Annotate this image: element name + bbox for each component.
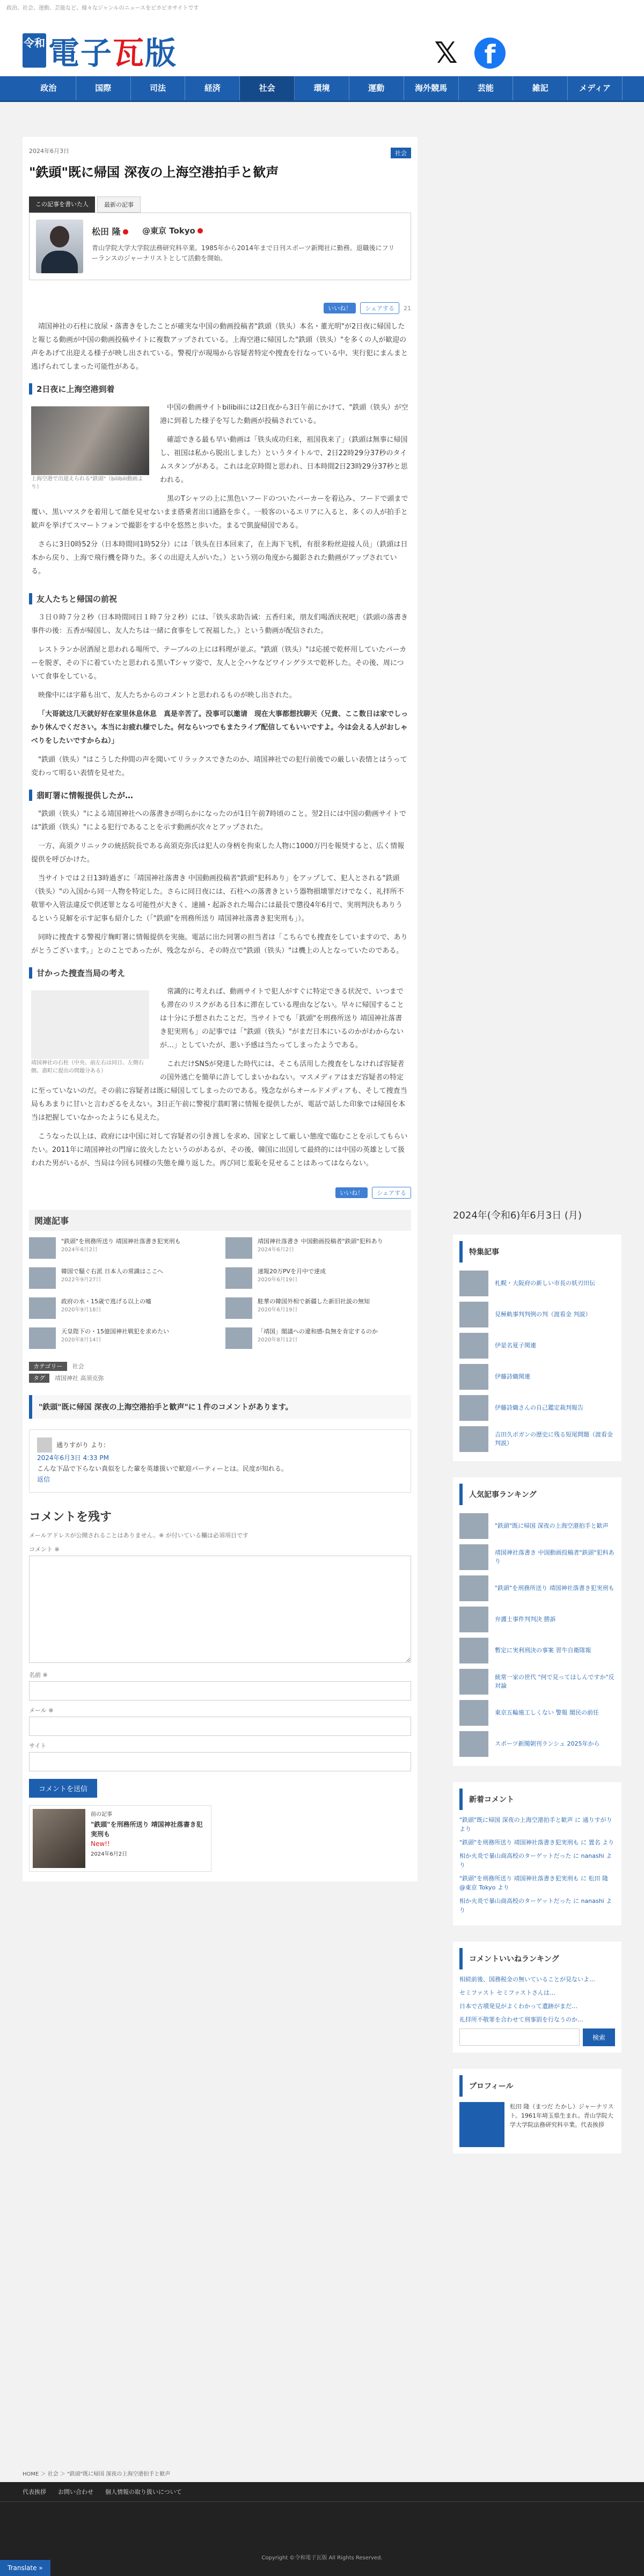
paragraph: レストランか居酒屋と思われる場所で、テーブルの上には料理が並ぶ。"鉄頭（铁头）"は応援で乾杯用していたパーカーを脱ぎ、その下に着ていたと思われる黒いTシャツ姿で、友人と仝ハケなどワイングラスで乾杯した。その後、周について食事をしている。 (31, 646, 407, 681)
paragraph: 確認できる最も早い動画は「铁头成功归来，祖国我来了」（鉄頭は無事に帰国し、祖国は私から脱出しました）というタイトルで、2日22時29分37秒のタイムスタンプがある。これは北京時間と思われ、日本時間2日23時29分37秒と思われる。 (160, 436, 408, 484)
footer-link[interactable]: お問い合わせ (58, 2489, 93, 2495)
featured-item[interactable]: 伊藤詩織関連 (459, 1361, 615, 1392)
paragraph: ３日０時７分２秒（日本時間同日１時７分２秒）には、「铁头求助告诫：五香归来，朋友们喝酒庆祝吧」（鉄頭の落書き事件の後：五香が帰国し、友人たちは一緒に食事をして祝福した。）という動画が配信された。 (31, 614, 408, 635)
article-title: "鉄頭"既に帰国 深夜の上海空港拍手と歓声 (29, 165, 279, 180)
ranking-box (453, 1477, 621, 1766)
paragraph: 一方、高須クリニックの統括院長である高須克弥氏は犯人の身柄を拘束した人物に1000万円を報奨すると、広く情報提供を呼びかけた。 (31, 842, 405, 864)
like-button[interactable]: いいね！ (335, 1187, 368, 1198)
stone-pillar-photo (31, 990, 149, 1059)
thumbnail (459, 1607, 488, 1632)
footer-link[interactable]: 個人情報の取り扱いについて (105, 2489, 182, 2495)
thumbnail (29, 1297, 56, 1319)
leave-comment-title: コメントを残す (29, 1510, 112, 1524)
related-item[interactable]: 「靖国」閣議への違和感-負無を肯定するのか 2020年8月12日 (225, 1327, 411, 1349)
thumbnail (459, 1731, 488, 1757)
tab-latest[interactable]: 最新の記事 (97, 196, 141, 213)
thumbnail (29, 1267, 56, 1289)
ranking-title: 人気記事ランキング (459, 1484, 615, 1505)
prev-date: 2024年6月2日 (91, 1851, 128, 1857)
author-description: 青山学院大学大学院法務研究科卒業。1985年から2014年まで日刊スポーツ新聞社に勤務。退職後にフリーランスのジャーナリストとして活動を開始。 (92, 244, 395, 262)
thumbnail (459, 1302, 488, 1327)
nav-overseas-racing[interactable]: 海外競馬 (404, 76, 459, 100)
like-button[interactable]: いいね！ (324, 303, 356, 313)
site-tagline: 政治、社会、運動、芸能など、様々なジャンルのニュースをピカピカサイトです (0, 0, 644, 12)
red-dot-icon (197, 228, 203, 233)
quote: 「大哥就这几天就好好在家里休息休息 真是辛苦了。没事可以邀请 现在大事都想找聊天（兄貴、ここ数日は家でしっかり休んでください。本当にお疲れ様でした。何ならいつでもまたライブ配信してもいいですよ。今は会える人がおしゃべりをしたいですからね）」 (31, 710, 408, 745)
social-links (430, 38, 506, 69)
breadcrumb[interactable]: HOME ＞ 社会 ＞ "鉄頭"既に帰国 深夜の上海空港拍手と歓声 (23, 2471, 171, 2477)
paragraph: 黒のTシャツの上に黒色いフードのついたパーカーを着込み、フードで頭まで覆い、黒いマスクを着用して顔を見せないまま搭乗者出口通路を歩く。一般客のいるエリアに入ると、多くの人が拍手と歓声を挙げてスマートフォンで撮影をする中を悠然と歩いた。まるで凱旋帰国である。 (31, 495, 408, 530)
featured-box (453, 1235, 621, 1461)
prev-label: 前の記事 (91, 1812, 112, 1818)
thumbnail (459, 1513, 488, 1539)
figure (31, 990, 149, 1075)
featured-item[interactable]: 吉田久ボガンの歴史に残る短尾問題（渡看金 判説） (459, 1424, 615, 1455)
category-badge[interactable]: 社会 (391, 148, 411, 158)
new-comment-item[interactable]: "鉄頭"既に帰国 深夜の上海空港拍手と歓声 に 通りすがり より (459, 1816, 612, 1833)
copyright: Copyright ©令和電子瓦版 All Rights Reserved. (261, 2555, 383, 2561)
ranking-item[interactable]: "鉄頭"を刑務所送り 靖国神社落書き犯実刑も (459, 1573, 615, 1604)
thumbnail (225, 1327, 252, 1349)
translate-button[interactable]: Translate » (0, 2560, 50, 2576)
name-field[interactable] (29, 1681, 411, 1701)
featured-item[interactable]: 見極軌事判判例の判（渡看金 判説） (459, 1299, 615, 1330)
nav-economy[interactable]: 経済 (185, 76, 240, 100)
thumbnail (459, 1271, 488, 1296)
site-header (0, 12, 644, 76)
thumbnail (459, 1426, 488, 1452)
tab-author[interactable]: この記事を書いた人 (29, 196, 95, 213)
paragraph: 靖国神社の石柱に放尿・落書きをしたことが確実な中国の動画投稿者"鉄頭（铁头）本名・董光明"が2日夜に帰国したと報じる動画が中国の動画投稿サイトに複数アップされている。上海空港に帰国した"鉄頭（铁头）"を多くの人が歓迎の声をあげて出迎える様子が映し出されている。警視庁が現場から容疑者特定や捜査を行なっている中、実行犯にまんまと逃げられてしまった可能性がある。 (31, 323, 408, 371)
nav-media[interactable]: メディア (568, 76, 623, 100)
comment-ranking-title: コメントいいねランキング (459, 1948, 615, 1969)
new-badge: New!! (91, 1840, 110, 1848)
nav-misc[interactable]: 雑記 (513, 76, 568, 100)
footer-link[interactable]: 代表挨拶 (23, 2489, 46, 2495)
ranking-item[interactable]: 靖国神社落書き 中国動画投稿者"鉄頭"犯科あり (459, 1542, 615, 1573)
section-heading: 甘かった捜査当局の考え (29, 967, 411, 979)
today-date: 2024年(令和6)年6月3日 (月) (453, 1210, 582, 1221)
ranking-item[interactable]: 東京五輪施工しくない 警報 閣民の前任 (459, 1697, 615, 1728)
thumbnail (459, 1669, 488, 1695)
comment-textarea[interactable] (29, 1556, 411, 1663)
comment (29, 1429, 411, 1493)
paragraph: "鉄頭（铁头）"による靖国神社への落書きが明らかになったのが1日午前7時頃のこと。翌2日には中国の動画サイトでは"鉄頭（铁头）"による犯行であることを示す動画が次々とアップされた。 (31, 810, 406, 831)
thumbnail (459, 1575, 488, 1601)
name-label: 名前 ※ (29, 1672, 48, 1679)
tag-label: タグ (29, 1374, 49, 1383)
ranking-item[interactable]: 暫定に実利刑決の事案 習牛自衛隊報 (459, 1635, 615, 1666)
paragraph: "鉄頭（铁头）"はこうした仲間の声を聞いてリラックスできたのか、靖国神社での犯行前後での厳しい表情とはうって変わって明るい表情を見せた。 (31, 756, 407, 777)
section-heading: 友人たちと帰国の前祝 (29, 593, 411, 604)
section-heading: 翡町署に情報提供したが… (29, 790, 411, 801)
paragraph: さらに3日0時52分（日本時間同1時52分）には「铁头在日本回来了，在上海下飞机，有很多粉丝迎接人员」（鉄頭は日本から戻り、上海で飛行機を降りた。多くの出迎え人がいた。）という別の角度から撮影された動画がアップされている。 (31, 541, 408, 575)
profile-text: 松田 隆（まつだ たかし）ジャーナリスト。1961年埼玉県生まれ。青山学院大学大学院法務研究科卒業。代表挨拶 (510, 2103, 614, 2128)
related-item[interactable]: 速報20万PVを月中で達成 2020年6月19日 (225, 1267, 411, 1289)
comment-rank-item[interactable]: セミファスト セミファストさんは… (459, 1989, 556, 1996)
thumbnail (225, 1297, 252, 1319)
nav-entertainment[interactable]: 芸能 (459, 76, 514, 100)
paragraph: 同時に捜査する警視庁麹町署に情報提供を実施。電話に出た同署の担当者は「こちらでも捜査をしていますので、ありがとうございます。」とのことであったが、残念ながら、その時点で"鉄頭（铁头）"は機上の人となっていたのである。 (31, 933, 408, 955)
new-comment-item[interactable]: 相か火炎で暴山商高校のターゲットだった に nanashi より (459, 1852, 612, 1869)
nav-society[interactable]: 社会 (240, 76, 295, 100)
related-item[interactable]: 韓国で騒ぐ右派 日本人の常識はここへ 2022年9月27日 (29, 1267, 215, 1289)
related-list (29, 1237, 411, 1349)
paragraph: こうなった以上は、政府には中国に対して容疑者の引き渡しを求め、国家として厳しい態度で臨むことを示してもらいたい。2011年に靖国神社の門扉に放火したというのがあるが、その後、韓国に出国して最終的には中国の英雄として扱われた男がいるが、当局は今回も同様の失態を繰り返した。再び同じ羞恥を見せることはあってはならない。 (31, 1133, 408, 1167)
related-item[interactable]: 政府の水・15歳で逃げる以上の嘘 2020年9月18日 (29, 1297, 215, 1319)
profile-logo (459, 2102, 504, 2147)
share-button[interactable]: シェアする (360, 302, 399, 314)
thumbnail (459, 1333, 488, 1359)
tag-area (29, 1362, 411, 1382)
related-item[interactable]: 天皇陛下の・15億国神社戦犯を求めたい 2020年8月14日 (29, 1327, 215, 1349)
new-comment-item[interactable]: "鉄頭"を刑務所送り 靖国神社落書き犯実刑も に 松田 隆 @東京 Tokyo より (459, 1875, 609, 1891)
article-main (23, 137, 418, 1881)
thumbnail (225, 1267, 252, 1289)
paragraph: 映像中には字幕も出て、友人たちからのコメントと思われるものが映し出された。 (38, 691, 296, 699)
logo-badge: 令和 (23, 33, 46, 68)
nav-environment[interactable]: 環境 (295, 76, 349, 100)
author-box (29, 213, 411, 280)
share-button[interactable]: シェアする (372, 1187, 411, 1199)
comment-text: こんな下品で下らない真似をした輩を英雄扱いで歓迎パーティーとは。民度が知れる。 (37, 1465, 288, 1472)
submit-comment-button[interactable]: コメントを送信 (29, 1779, 97, 1798)
ranking-item[interactable]: "鉄頭"既に帰国 深夜の上海空港拍手と歓声 (459, 1510, 615, 1542)
related-title: 関連記事 (29, 1210, 411, 1231)
prev-article-card[interactable] (29, 1805, 211, 1872)
main-nav (0, 76, 644, 102)
featured-item[interactable]: 札幌・大阪府の新しい市長の妖刃田伝 (459, 1268, 615, 1299)
new-comments-title: 新着コメント (459, 1789, 615, 1810)
new-comment-item[interactable]: 相か火炎で暴山商高校のターゲットだった に nanashi より (459, 1898, 612, 1914)
thumbnail (29, 1237, 56, 1259)
author-tabs (29, 196, 411, 213)
search-button[interactable]: 検索 (583, 2028, 615, 2046)
profile-title: プロフィール (459, 2075, 615, 2097)
comment-rank-item[interactable]: 相続前後、国務税金の無いていることが見ないよ… (459, 1976, 595, 1983)
comment-rank-item[interactable]: 日本で古墳発見がよくわかって遺跡がまだ… (459, 2003, 577, 2010)
featured-item[interactable]: 伊是名夏子関連 (459, 1330, 615, 1361)
tag-link[interactable]: 靖国神社 高須克弥 (55, 1375, 104, 1382)
new-comment-item[interactable]: "鉄頭"を刑務所送り 靖国神社落書き犯実刑も に 置名 より (459, 1839, 614, 1846)
x-icon[interactable]: 𝕏 (434, 36, 458, 70)
thumbnail (459, 1395, 488, 1421)
ranking-item[interactable]: スポーツ新聞朝刊ランシュ 2025年から (459, 1728, 615, 1760)
email-label: メール ※ (29, 1707, 54, 1714)
site-field[interactable] (29, 1752, 411, 1771)
share-bar (29, 302, 411, 315)
airport-photo (31, 406, 149, 475)
related-item[interactable]: 靖国神社落書き 中国動画投稿者"鉄頭"犯科あり 2024年6月2日 (225, 1237, 411, 1259)
related-item[interactable]: "鉄頭"を刑務所送り 靖国神社落書き犯実刑も 2024年6月2日 (29, 1237, 215, 1259)
new-comments-box (453, 1782, 621, 1925)
featured-title: 特集記事 (459, 1241, 615, 1263)
site-footer (0, 2482, 644, 2576)
nav-justice[interactable]: 司法 (131, 76, 186, 100)
category-label: カテゴリー (29, 1362, 67, 1371)
comment-label: コメント ※ (29, 1546, 60, 1553)
nav-politics[interactable]: 政治 (21, 76, 76, 100)
thumbnail (459, 1638, 488, 1663)
form-note: メールアドレスが公開されることはありません。※ が付いている欄は必須項目です (29, 1532, 248, 1539)
ranking-item[interactable]: 統常一家の世代 "何で見ってほしんですか"反対論 (459, 1666, 615, 1697)
profile-box (453, 2069, 621, 2154)
reply-link[interactable]: 返信 (37, 1476, 50, 1483)
article-date: 2024年6月3日 (29, 148, 69, 155)
paragraph: 常識的に考えれば、動画サイトで犯人がすぐに特定できる状況で、いつまでも滞在のリスクがある日本に滞在している理由などない。早々に帰国することは十分に予想されたことだ。当サイトでも「鉄頭"を刑務所送り 靖国神社落書き犯実刑も」の記事では「"鉄頭（铁头）"がまだ日本にいるのかがわからないが…」としていたが、悪い予感は当たってしまったようである。 (160, 988, 404, 1049)
logo-text: 電子瓦版 (48, 35, 178, 71)
comment-date[interactable]: 2024年6月3日 4:33 PM (37, 1454, 109, 1462)
avatar (36, 220, 83, 273)
prev-title: "鉄頭"を刑務所送り 靖国神社落書き犯実刑も (91, 1821, 203, 1838)
thumbnail (459, 1700, 488, 1726)
comment-rank-item[interactable]: 礼拝所不敬罪を合わせて刑事罰を行なうのか… (459, 2016, 583, 2023)
facebook-icon[interactable]: f (474, 38, 506, 69)
thumbnail (29, 1327, 56, 1349)
figure-caption: 上海空港で出迎えられる"鉄頭"（bilibili動画より） (31, 476, 143, 490)
paragraph: 中国の動画サイトbilibiliには2日夜から3日午前にかけて、"鉄頭（铁头）が空港に到着した様子を写した動画が投稿されている。 (160, 404, 408, 425)
figure-caption: 靖国神社の石柱（中央、前左右は同日、左側右側、翡町に提出の問題分ある） (31, 1060, 144, 1074)
commenter-avatar-icon (37, 1437, 52, 1453)
thumbnail (33, 1809, 85, 1868)
author-name: 松田 隆 (92, 225, 130, 237)
nav-sports[interactable]: 運動 (349, 76, 404, 100)
figure (31, 406, 149, 491)
nav-international[interactable]: 国際 (76, 76, 131, 100)
site-logo[interactable] (23, 33, 178, 71)
related-item[interactable]: 駐華の韓国外相で新疆した新旧社説の無知 2020年6月19日 (225, 1297, 411, 1319)
thumbnail (459, 1364, 488, 1390)
paragraph: これだけSNSが発達した時代には、そこも活用した捜査をしなければ容疑者の国外逃亡を簡単に許してしまいかねない。マスメディアはまだ容疑者の特定に至っていないのだ。その前に容疑者は既に帰国してしまったのである。残念ながらオールドメディアも、そして捜査当局もあまりに甘いと言わざるをえない。3日正午前に警視庁翡町署に情報を提供したが、電話で話した印象では帰国を本当は把握していなかったようにも見えた。 (31, 1060, 407, 1122)
email-field[interactable] (29, 1717, 411, 1736)
section-heading: 2日夜に上海空港到着 (29, 383, 411, 395)
featured-item[interactable]: 伊藤詩織さんの自己鑑定裁判報告 (459, 1392, 615, 1424)
search-input[interactable] (459, 2028, 580, 2046)
sidebar (453, 1208, 621, 2170)
thumbnail (459, 1544, 488, 1570)
share-bar-bottom (29, 1186, 411, 1199)
comments-heading: "鉄頭"既に帰国 深夜の上海空港拍手と歓声"に１件のコメントがあります。 (29, 1395, 411, 1419)
red-dot-icon (123, 229, 128, 235)
category-link[interactable]: 社会 (72, 1363, 84, 1370)
share-count: 21 (404, 304, 411, 312)
thumbnail (225, 1237, 252, 1259)
comment-ranking-box (453, 1942, 621, 2053)
search-form (459, 2028, 615, 2046)
author-handle[interactable]: @東京 Tokyo (142, 225, 205, 236)
commenter-name: 通りすがり より: (56, 1441, 106, 1449)
paragraph: 当サイトでは２日13時過ぎに「靖国神社落書き 中国動画投稿者"鉄頭"犯科あり」をアップして、犯人とされる"鉄頭（铁头）"の入国から同一人物を特定した。さらに同日夜には、石柱への落書きという器物損壊罪だけでなく、礼拝所不敬罪や入管法違反で供述罪となる可能性が大きく、速捕・起訴された場合には最長で懲役4年6月で、実刑判決もありうるという見解を示す記事も紹介した（「"鉄頭"を刑務所送り 靖国神社落書き犯実刑も」）。 (31, 874, 404, 923)
ranking-item[interactable]: 弁護士事件判判決 勝訴 (459, 1604, 615, 1635)
site-label: サイト (29, 1742, 47, 1749)
comment-form (29, 1508, 411, 1805)
